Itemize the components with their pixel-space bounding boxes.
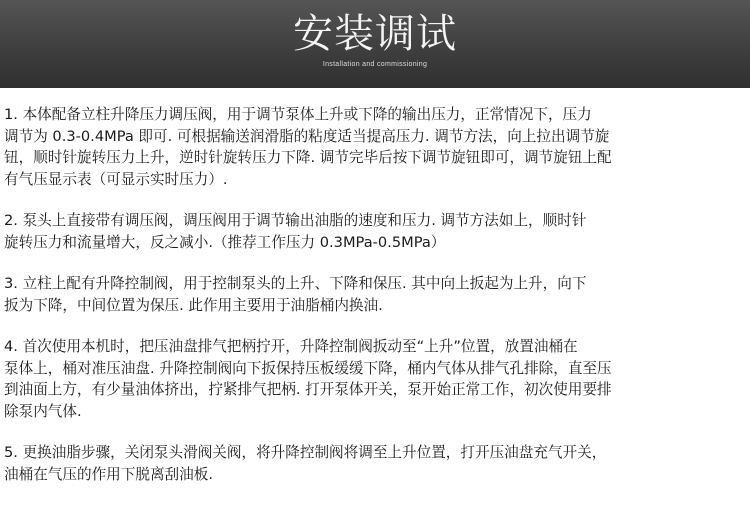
paragraph-line: 1. 本体配备立柱升降压力调压阀，用于调节泵体上升或下降的输出压力，正常情况下，压力 [4, 106, 592, 123]
page-title: 安装调试 [293, 11, 457, 57]
paragraph-line: 旋转压力和流量增大，反之减小.（推荐工作压力 0.3MPa-0.5MPa） [4, 233, 446, 251]
instruction-paragraph-5 [4, 442, 744, 485]
paragraph-line: 除泵内气体. [4, 402, 82, 420]
paragraph-line: 钮，顺时针旋转压力上升，逆时针旋转压力下降. 调节完毕后按下调节旋钮即可，调节旋钮上配 [4, 149, 612, 166]
paragraph-line: 4. 首次使用本机时，把压油盘排气把柄拧开，升降控制阀扳动至“上升”位置，放置油桶在 [4, 338, 578, 355]
paragraph-line: 油桶在气压的作用下脱离刮油板. [4, 465, 213, 483]
instruction-paragraph-1 [4, 104, 744, 190]
paragraph-line: 调节为 0.3-0.4MPa 即可. 可根据输送润滑脂的粘度适当提高压力. 调节方法，向上拉出调节旋 [4, 127, 610, 145]
instructions-body [4, 104, 744, 505]
instruction-paragraph-2 [4, 210, 744, 253]
paragraph-line: 扳为下降，中间位置为保压. 此作用主要用于油脂桶内换油. [4, 296, 383, 314]
paragraph-line: 3. 立柱上配有升降控制阀，用于控制泵头的上升、下降和保压. 其中向上扳起为上升，向下 [4, 275, 587, 292]
header-banner [0, 0, 750, 88]
paragraph-line: 2. 泵头上直接带有调压阀，调压阀用于调节输出油脂的速度和压力. 调节方法如上，顺时针 [4, 212, 587, 229]
instruction-paragraph-4 [4, 336, 744, 422]
page-subtitle: Installation and commissioning [322, 61, 428, 68]
paragraph-line: 到油面上方，有少量油体挤出，拧紧排气把柄. 打开泵体开关，泵开始正常工作，初次使用要排 [4, 381, 612, 398]
paragraph-line: 5. 更换油脂步骤，关闭泵头滑阀关阀，将升降控制阀将调至上升位置，打开压油盘充气开关， [4, 444, 607, 461]
instruction-paragraph-3 [4, 273, 744, 316]
paragraph-line: 有气压显示表（可显示实时压力）. [4, 170, 228, 188]
paragraph-line: 泵体上，桶对准压油盘. 升降控制阀向下扳保持压板缓缓下降，桶内气体从排气孔排除，直至压 [4, 359, 612, 377]
